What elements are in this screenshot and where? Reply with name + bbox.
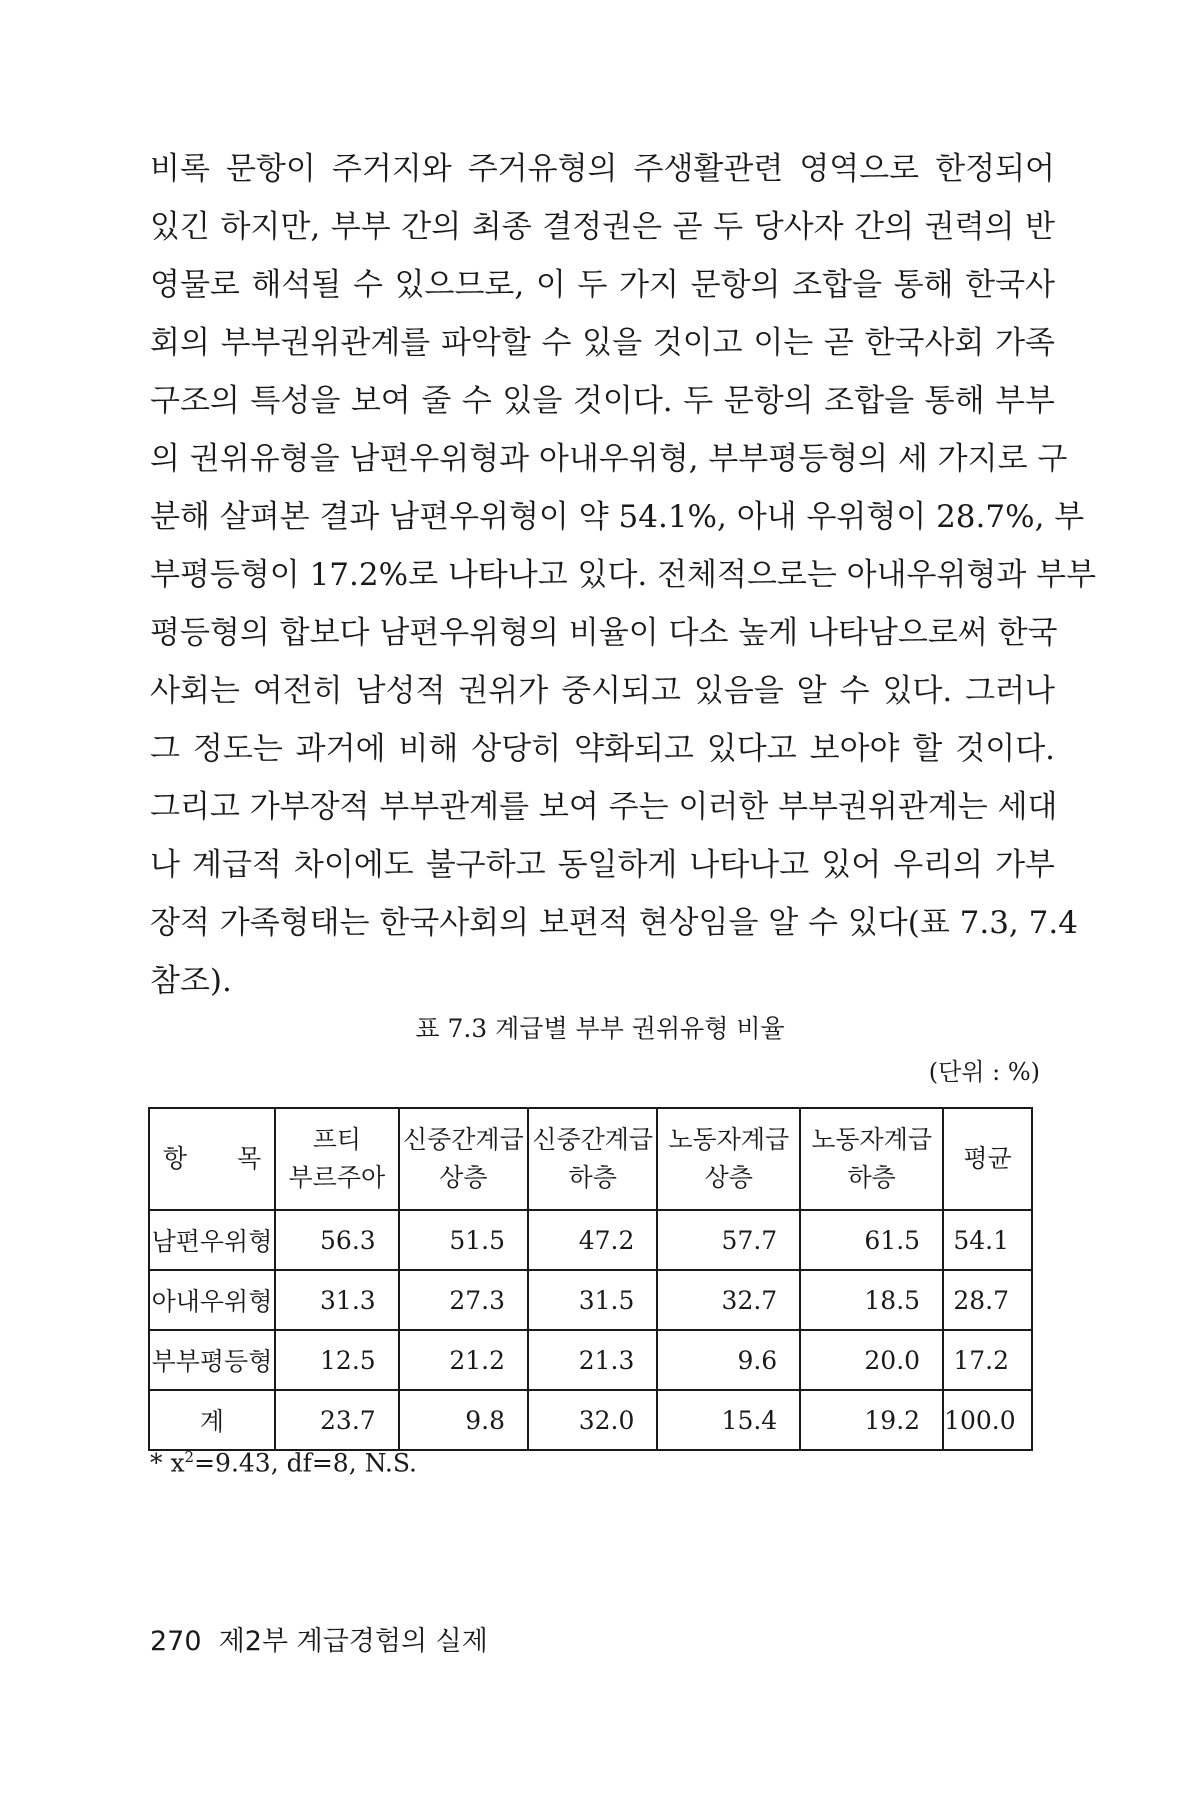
column-header xyxy=(528,1108,657,1210)
paragraph-line: 비록 문항이 주거지와 주거유형의 주생활관련 영역으로 한정되어 xyxy=(150,151,1055,187)
page-number: 270 xyxy=(150,1626,202,1657)
table-row xyxy=(149,1210,1032,1270)
row-label: 계 xyxy=(149,1390,275,1450)
column-header-line1: 노동자계급 xyxy=(668,1125,790,1154)
table-cell: 21.2 xyxy=(399,1330,528,1390)
header-item-label: 항 목 xyxy=(149,1108,275,1210)
table-row xyxy=(149,1330,1032,1390)
table-cell: 23.7 xyxy=(275,1390,399,1450)
paragraph-line: 있긴 하지만, 부부 간의 최종 결정권은 곧 두 당사자 간의 권력의 반 xyxy=(150,209,1055,245)
column-header-line2: 상층 xyxy=(704,1163,753,1192)
column-header xyxy=(657,1108,800,1210)
paragraph-line: 분해 살펴본 결과 남편우위형이 약 54.1%, 아내 우위형이 28.7%, 부 xyxy=(150,499,1085,535)
table-cell: 28.7 xyxy=(943,1270,1032,1330)
column-header-line2: 하층 xyxy=(568,1163,617,1192)
paragraph-line: 사회는 여전히 남성적 권위가 중시되고 있음을 알 수 있다. 그러나 xyxy=(150,673,1055,709)
row-label: 부부평등형 xyxy=(149,1330,275,1390)
footnote-text: =9.43, df=8, N.S. xyxy=(194,1448,418,1478)
column-header-line1: 프티 xyxy=(312,1125,361,1154)
paragraph-line: 부평등형이 17.2%로 나타나고 있다. 전체적으로는 아내우위형과 부부 xyxy=(150,557,1097,593)
column-header xyxy=(275,1108,399,1210)
table-cell: 19.2 xyxy=(800,1390,943,1450)
table-cell: 20.0 xyxy=(800,1330,943,1390)
table-cell: 51.5 xyxy=(399,1210,528,1270)
column-header-line1: 평균 xyxy=(963,1144,1012,1173)
table-cell: 32.7 xyxy=(657,1270,800,1330)
row-label: 남편우위형 xyxy=(149,1210,275,1270)
section-title: 제2부 계급경험의 실제 xyxy=(218,1626,488,1657)
page-footer xyxy=(150,1624,488,1660)
column-header-line2: 상층 xyxy=(439,1163,488,1192)
table-cell: 31.5 xyxy=(528,1270,657,1330)
column-header-line1: 노동자계급 xyxy=(811,1125,933,1154)
table-cell: 12.5 xyxy=(275,1330,399,1390)
table-cell: 31.3 xyxy=(275,1270,399,1330)
footnote-superscript: 2 xyxy=(184,1448,195,1466)
table-cell: 56.3 xyxy=(275,1210,399,1270)
paragraph-line: 그리고 가부장적 부부관계를 보여 주는 이러한 부부권위관계는 세대 xyxy=(150,789,1058,825)
paragraph-line: 그 정도는 과거에 비해 상당히 약화되고 있다고 보아야 할 것이다. xyxy=(150,731,1055,767)
paragraph-line: 영물로 해석될 수 있으므로, 이 두 가지 문항의 조합을 통해 한국사 xyxy=(150,267,1055,303)
column-header-line1: 신중간계급 xyxy=(402,1125,524,1154)
table-cell: 57.7 xyxy=(657,1210,800,1270)
table-title: 표 7.3 계급별 부부 권위유형 비율 xyxy=(415,1014,785,1043)
body-paragraph xyxy=(150,140,1097,1010)
table-cell: 17.2 xyxy=(943,1330,1032,1390)
authority-type-table xyxy=(148,1107,1033,1451)
paragraph-line: 장적 가족형태는 한국사회의 보편적 현상임을 알 수 있다(표 7.3, 7.4 xyxy=(150,905,1078,941)
paragraph-line: 나 계급적 차이에도 불구하고 동일하게 나타나고 있어 우리의 가부 xyxy=(150,847,1055,883)
table-cell: 21.3 xyxy=(528,1330,657,1390)
table-header-row xyxy=(149,1108,1032,1210)
table-cell: 54.1 xyxy=(943,1210,1032,1270)
table-footnote xyxy=(150,1440,417,1480)
column-header-line2: 부르주아 xyxy=(288,1163,386,1192)
column-header xyxy=(800,1108,943,1210)
table-cell: 61.5 xyxy=(800,1210,943,1270)
table-cell: 9.6 xyxy=(657,1330,800,1390)
table-cell: 9.8 xyxy=(399,1390,528,1450)
table-row xyxy=(149,1270,1032,1330)
paragraph-line: 회의 부부권위관계를 파악할 수 있을 것이고 이는 곧 한국사회 가족 xyxy=(150,325,1055,361)
column-header xyxy=(399,1108,528,1210)
paragraph-line: 평등형의 합보다 남편우위형의 비율이 다소 높게 나타남으로써 한국 xyxy=(150,615,1058,651)
column-header-line2: 하층 xyxy=(847,1163,896,1192)
table-cell: 32.0 xyxy=(528,1390,657,1450)
paragraph-line: 참조). xyxy=(150,963,232,999)
table-unit: (단위 : %) xyxy=(928,1058,1040,1086)
table-cell: 47.2 xyxy=(528,1210,657,1270)
footnote-prefix: * x xyxy=(150,1448,185,1478)
column-header-line1: 신중간계급 xyxy=(532,1125,654,1154)
paragraph-line: 구조의 특성을 보여 줄 수 있을 것이다. 두 문항의 조합을 통해 부부 xyxy=(150,383,1055,419)
paragraph-line: 의 권위유형을 남편우위형과 아내우위형, 부부평등형의 세 가지로 구 xyxy=(150,441,1068,477)
table-cell: 27.3 xyxy=(399,1270,528,1330)
table-cell: 15.4 xyxy=(657,1390,800,1450)
table-cell: 100.0 xyxy=(943,1390,1032,1450)
column-header xyxy=(943,1108,1032,1210)
table-cell: 18.5 xyxy=(800,1270,943,1330)
row-label: 아내우위형 xyxy=(149,1270,275,1330)
